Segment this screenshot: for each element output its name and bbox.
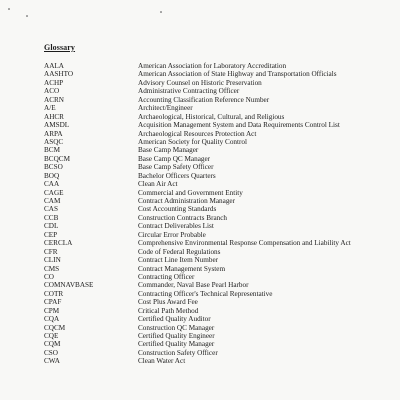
glossary-abbreviation: AASHTO — [44, 70, 74, 79]
glossary-definition: Advisory Counsel on Historic Preservation — [138, 78, 262, 87]
glossary-definition: Contract Management System — [138, 264, 226, 273]
glossary-definition: American Association of State Highway and Transportation Officials — [138, 70, 337, 79]
glossary-abbreviation: CAA — [44, 180, 60, 189]
glossary-row — [44, 197, 384, 205]
scan-speck — [26, 15, 28, 17]
glossary-row — [44, 248, 384, 256]
glossary-title: Glossary — [44, 43, 76, 52]
scan-speck — [160, 11, 162, 13]
glossary-definition: Base Camp Manager — [138, 146, 199, 155]
glossary-row — [44, 357, 384, 365]
glossary-abbreviation: CQE — [44, 332, 59, 340]
glossary-abbreviation: CAS — [44, 205, 58, 214]
glossary-definition: Bachelor Officers Quarters — [138, 171, 216, 180]
glossary-definition: Certified Quality Auditor — [138, 315, 211, 324]
glossary-abbreviation: COMNAVBASE — [44, 281, 94, 290]
glossary-definition: Base Camp QC Manager — [138, 154, 211, 163]
glossary-row — [44, 222, 384, 230]
glossary-definition: Certified Quality Engineer — [138, 332, 215, 340]
glossary-definition: Architect/Engineer — [138, 104, 193, 113]
glossary-definition: American Society for Quality Control — [138, 137, 247, 146]
glossary-row — [44, 307, 384, 315]
glossary-row — [44, 113, 384, 121]
glossary-definition: Contract Deliverables List — [138, 222, 214, 231]
glossary-definition: Contract Administration Manager — [138, 197, 236, 205]
glossary-row — [44, 146, 384, 154]
glossary-abbreviation: ACRN — [44, 95, 64, 104]
glossary-abbreviation: CMS — [44, 264, 60, 273]
glossary-definition: Commercial and Government Entity — [138, 188, 243, 197]
glossary-definition: Contracting Officer's Technical Representative — [138, 289, 273, 298]
glossary-definition: Construction Safety Officer — [138, 348, 218, 357]
glossary-definition: Code of Federal Regulations — [138, 247, 221, 256]
glossary-abbreviation: CQM — [44, 340, 61, 349]
glossary-abbreviation: BCSO — [44, 163, 63, 172]
glossary-definition: Construction Contracts Branch — [138, 213, 228, 222]
glossary-definition: American Association for Laboratory Accreditation — [138, 62, 287, 70]
glossary-row — [44, 265, 384, 273]
glossary-row — [44, 189, 384, 197]
glossary-definition: Commander, Naval Base Pearl Harbor — [138, 281, 249, 290]
glossary-definition: Administrative Contracting Officer — [138, 87, 240, 96]
glossary-row — [44, 62, 384, 70]
glossary-definition: Archaeological Resources Protection Act — [138, 129, 257, 138]
glossary-row — [44, 121, 384, 129]
glossary-abbreviation: CDL — [44, 222, 59, 231]
glossary-abbreviation: AALA — [44, 62, 64, 70]
glossary-row — [44, 180, 384, 188]
glossary-abbreviation: ARPA — [44, 129, 63, 138]
glossary-row — [44, 273, 384, 281]
scan-speck — [8, 8, 10, 10]
glossary-row — [44, 104, 384, 112]
glossary-row — [44, 130, 384, 138]
glossary-row — [44, 205, 384, 213]
glossary-abbreviation: CAGE — [44, 188, 64, 197]
glossary-definition: Certified Quality Manager — [138, 340, 215, 349]
glossary-row — [44, 239, 384, 247]
glossary-abbreviation: A/E — [44, 104, 56, 113]
glossary-row — [44, 87, 384, 95]
glossary-row — [44, 298, 384, 306]
glossary-row — [44, 324, 384, 332]
glossary-row — [44, 281, 384, 289]
glossary-abbreviation: CQA — [44, 315, 60, 324]
glossary-row — [44, 138, 384, 146]
glossary-definition: Critical Path Method — [138, 306, 199, 315]
glossary-abbreviation: BOQ — [44, 171, 60, 180]
glossary-row — [44, 79, 384, 87]
glossary-abbreviation: AHCR — [44, 112, 64, 121]
glossary-row — [44, 332, 384, 340]
glossary-definition: Cost Plus Award Fee — [138, 298, 198, 307]
glossary-abbreviation: CFR — [44, 247, 58, 256]
glossary-abbreviation: CWA — [44, 357, 60, 366]
glossary-abbreviation: CSO — [44, 348, 58, 357]
glossary-abbreviation: ASQC — [44, 137, 64, 146]
glossary-row — [44, 256, 384, 264]
glossary-row — [44, 172, 384, 180]
glossary-abbreviation: CO — [44, 272, 54, 281]
glossary-definition: Contract Line Item Number — [138, 256, 219, 265]
glossary-abbreviation: CERCLA — [44, 239, 73, 248]
glossary-abbreviation: ACO — [44, 87, 60, 96]
glossary-definition: Circular Error Probable — [138, 230, 206, 239]
glossary-definition: Acquisition Management System and Data Requirements Control List — [138, 121, 340, 130]
glossary-row — [44, 96, 384, 104]
glossary-abbreviation: BCQCM — [44, 154, 70, 163]
glossary-row — [44, 155, 384, 163]
glossary-row — [44, 315, 384, 323]
glossary-row — [44, 214, 384, 222]
glossary-definition: Contracting Officer — [138, 272, 195, 281]
glossary-definition: Accounting Classification Reference Number — [138, 95, 270, 104]
glossary-definition: Construction QC Manager — [138, 323, 215, 332]
glossary-row — [44, 340, 384, 348]
glossary-definition: Archaeological, Historical, Cultural, and Religious — [138, 112, 285, 121]
glossary-abbreviation: CQCM — [44, 323, 66, 332]
glossary-row — [44, 349, 384, 357]
glossary-abbreviation: AMSDL — [44, 121, 70, 130]
glossary-abbreviation: ACHP — [44, 78, 64, 87]
glossary-abbreviation: CPM — [44, 306, 60, 315]
glossary-abbreviation: COTR — [44, 289, 64, 298]
glossary-definition: Clean Water Act — [138, 357, 186, 366]
glossary-abbreviation: CAM — [44, 197, 61, 205]
glossary-abbreviation: CLIN — [44, 256, 61, 265]
glossary-definition: Cost Accounting Standards — [138, 205, 217, 214]
glossary-definition: Base Camp Safety Officer — [138, 163, 214, 172]
glossary-abbreviation: CPAF — [44, 298, 62, 307]
glossary-row — [44, 290, 384, 298]
glossary-abbreviation: BCM — [44, 146, 60, 155]
glossary-abbreviation: CCB — [44, 213, 59, 222]
glossary-list — [44, 62, 384, 366]
glossary-row — [44, 163, 384, 171]
glossary-row — [44, 231, 384, 239]
glossary-definition: Clean Air Act — [138, 180, 178, 189]
glossary-definition: Comprehensive Environmental Response Compensation and Liability Act — [138, 239, 351, 248]
glossary-abbreviation: CEP — [44, 230, 58, 239]
glossary-row — [44, 70, 384, 78]
